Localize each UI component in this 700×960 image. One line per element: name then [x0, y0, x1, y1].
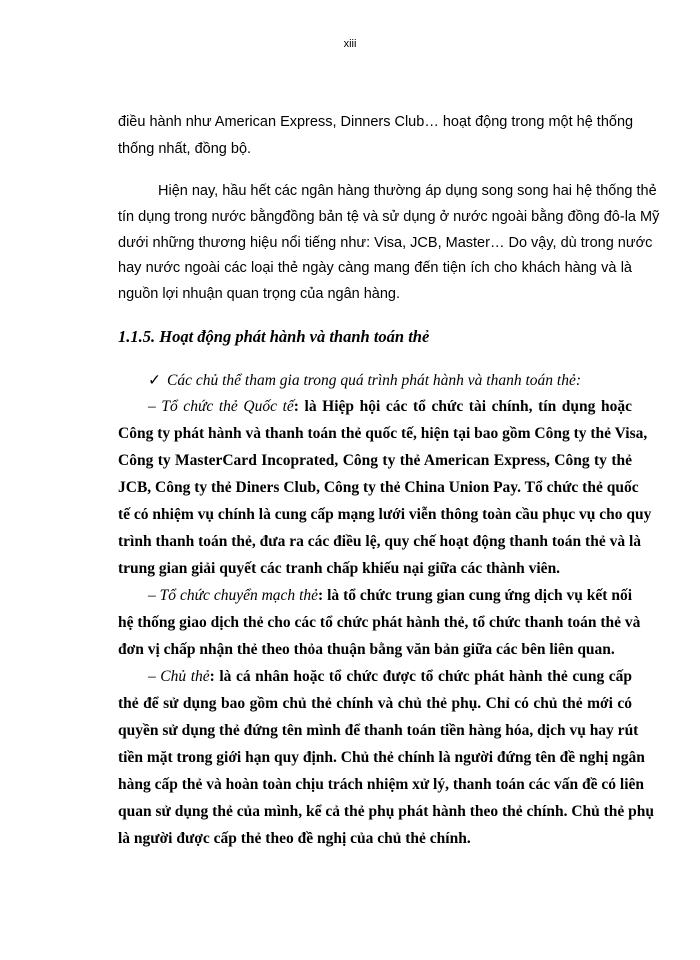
text-line: Công ty MasterCard Incoprated, Công ty thẻ American Express, Công ty thẻ [118, 452, 632, 469]
text-line: tế có nhiệm vụ chính là cung cấp mạng lưới viễn thông toàn cầu phục vụ cho quy [118, 506, 652, 523]
text-line: trung gian giải quyết các tranh chấp khiếu nại giữa các thành viên. [118, 560, 561, 577]
text-line: Công ty phát hành và thanh toán thẻ quốc tế, hiện tại bao gồm Công ty thẻ Visa, [118, 425, 648, 442]
definition-text: : là cá nhân hoặc tổ chức được tổ chức phát hành thẻ cung cấp [209, 668, 632, 685]
section-heading: 1.1.5. Hoạt động phát hành và thanh toán thẻ [118, 327, 430, 346]
term: – Chủ thẻ [148, 668, 210, 685]
term: – Tổ chức chuyển mạch thẻ [148, 587, 319, 604]
text-line: hay nước ngoài các loại thẻ ngày càng mang đến tiện ích cho khách hàng và là [118, 260, 632, 276]
text-line: tiền mặt trong giới hạn quy định. Chủ thẻ chính là người đứng tên đề nghị ngân [118, 749, 645, 766]
text-line: đơn vị chấp nhận thẻ theo thỏa thuận bằng văn bản giữa các bên liên quan. [118, 641, 615, 658]
text-line: tín dụng trong nước bằngđồng bản tệ và sử dụng ở nước ngoài bằng đồng đô-la Mỹ [118, 209, 660, 225]
text-line: quan sử dụng thẻ của mình, kể cả thẻ phụ phát hành theo thẻ chính. Chủ thẻ phụ [118, 803, 655, 820]
checklist-text: Các chủ thể tham gia trong quá trình phát hành và thanh toán thẻ: [167, 372, 582, 389]
text-line: hệ thống giao dịch thẻ cho các tổ chức phát hành thẻ, tổ chức thanh toán thẻ và [118, 614, 641, 631]
text-line: hàng cấp thẻ và hoàn toàn chịu trách nhiệm xử lý, thanh toán các vấn đề có liên [118, 776, 645, 793]
page-number: xiii [343, 38, 357, 50]
checklist-item [148, 371, 581, 391]
text-line: thẻ để sử dụng bao gồm chủ thẻ chính và chủ thẻ phụ. Chỉ có chủ thẻ mới có [118, 695, 632, 712]
text-line [148, 667, 632, 687]
definition-text: : là Hiệp hội các tổ chức tài chính, tín dụng hoặc [293, 398, 633, 415]
text-line: nguồn lợi nhuận quan trọng của ngân hàng. [118, 286, 401, 302]
text-line: là người được cấp thẻ theo đề nghị của chủ thẻ chính. [118, 830, 471, 847]
text-line: trình thanh toán thẻ, đưa ra các điều lệ, quy chế hoạt động thanh toán thẻ và là [118, 533, 642, 550]
text-line: Hiện nay, hầu hết các ngân hàng thường áp dụng song song hai hệ thống thẻ [158, 183, 657, 199]
term: – Tổ chức thẻ Quốc tế [148, 398, 294, 415]
text-line: dưới những thương hiệu nổi tiếng như: Visa, JCB, Master… Do vậy, dù trong nước [118, 235, 653, 251]
text-line: quyền sử dụng thẻ đứng tên mình để thanh toán tiền hàng hóa, dịch vụ hay rút [118, 722, 639, 739]
text-line: điều hành như American Express, Dinners Club… hoạt động trong một hệ thống [118, 114, 634, 130]
text-line [148, 586, 632, 606]
text-line: JCB, Công ty thẻ Diners Club, Công ty thẻ China Union Pay. Tổ chức thẻ quốc [118, 479, 639, 496]
text-line: thống nhất, đồng bộ. [118, 141, 252, 157]
definition-text: : là tổ chức trung gian cung ứng dịch vụ kết nối [318, 587, 633, 604]
text-line [148, 397, 632, 417]
check-icon: ✓ [148, 372, 161, 389]
